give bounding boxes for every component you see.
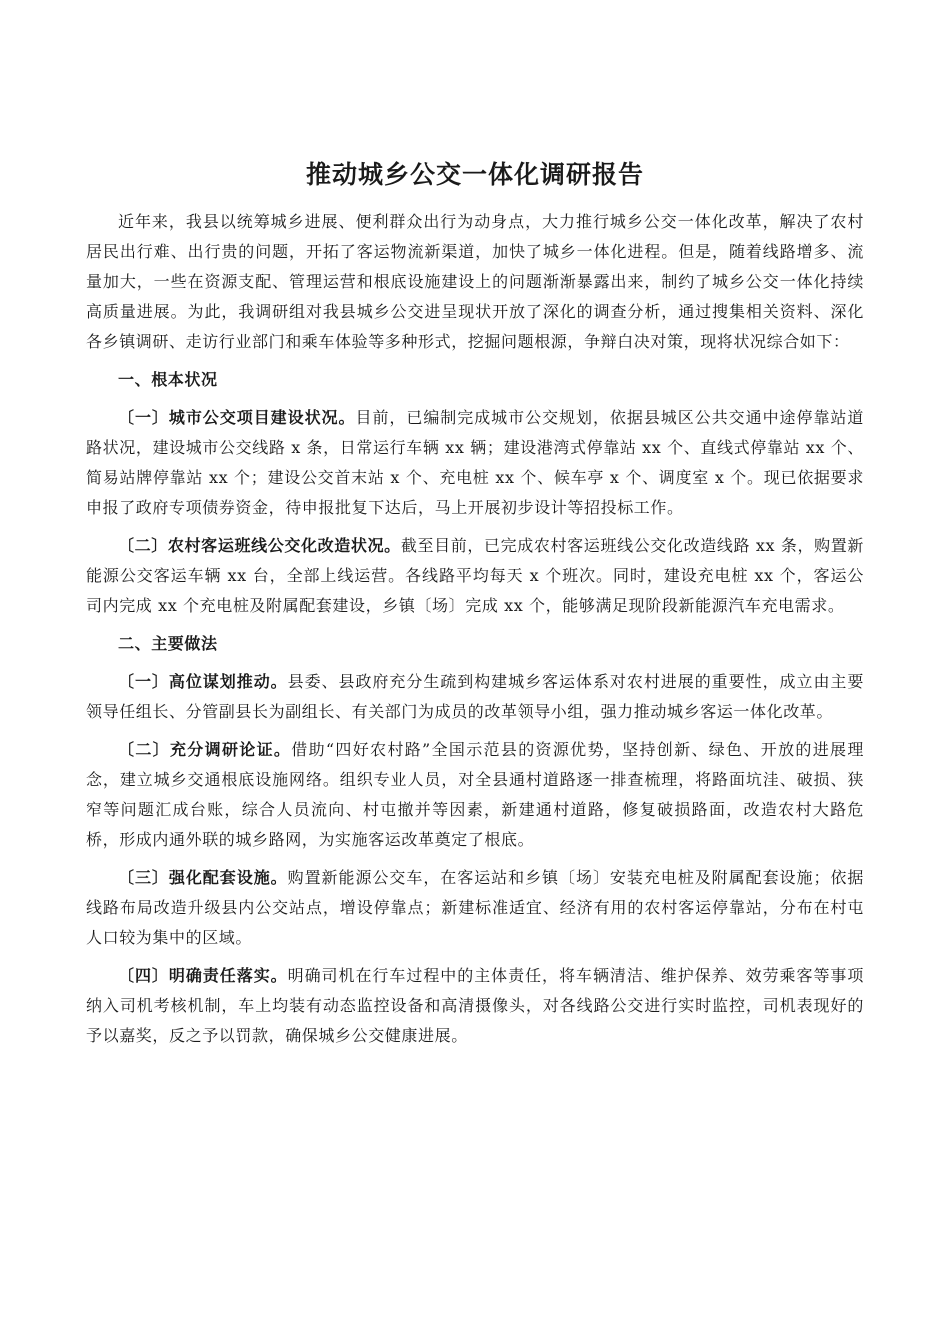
- section-heading-basic-status: 一、根本状况: [118, 370, 218, 389]
- paragraph-text: 明确司机在行车过程中的主体责任，将车辆清洁、维护保养、效劳乘客等事项纳入司机考核机制，车上均装有动态监控设备和高清摄像头，对各线路公交进行实时监控，司机表现好的予以嘉奖，反之予以罚款，确保城乡公交健康进展。: [86, 966, 864, 1045]
- paragraph-responsibility: [86, 961, 864, 1051]
- paragraph-text: 截至目前，已完成农村客运班线公交化改造线路 xx 条，购置新能源公交客运车辆 xx 台，全部上线运营。各线路平均每天 x 个班次。同时，建设充电桩 xx 个，客运公司内完成 xx 个充电桩及附属配套建设，乡镇〔场〕完成 xx 个，能够满足现阶段新能源汽车充电需求。: [86, 536, 864, 615]
- paragraph-lead: 〔四〕明确责任落实。: [118, 966, 288, 985]
- paragraph-text: 目前，已编制完成城市公交规划，依据县城区公共交通中途停靠站道路状况，建设城市公交线路 x 条，日常运行车辆 xx 辆；建设港湾式停靠站 xx 个、直线式停靠站 xx 个、简易站牌停靠站 xx 个；建设公交首末站 x 个、充电桩 xx 个、候车亭 x 个、调度室 x 个。现已依据要求申报了政府专项债券资金，待申报批复下达后，马上开展初步设计等招投标工作。: [86, 408, 864, 517]
- paragraph-rural-bus-conversion: [86, 531, 864, 621]
- paragraph-lead: 〔二〕充分调研论证。: [118, 740, 292, 759]
- paragraph-text: 借助“四好农村路”全国示范县的资源优势，坚持创新、绿色、开放的进展理念，建立城乡交通根底设施网络。组织专业人员，对全县通村道路逐一排查梳理，将路面坑洼、破损、狭窄等问题汇成台账，综合人员流向、村屯撤并等因素，新建通村道路，修复破损路面，改造农村大路危桥，形成内通外联的城乡路网，为实施客运改革奠定了根底。: [86, 740, 864, 849]
- document-body: [86, 207, 864, 1059]
- paragraph-lead: 〔三〕强化配套设施。: [118, 868, 288, 887]
- paragraph-research-demonstration: [86, 735, 864, 855]
- paragraph-lead: 〔二〕农村客运班线公交化改造状况。: [118, 536, 401, 555]
- paragraph-text: 县委、县政府充分生疏到构建城乡客运体系对农村进展的重要性，成立由主要领导任组长、分管副县长为副组长、有关部门为成员的改革领导小组，强力推动城乡客运一体化改革。: [86, 672, 864, 721]
- paragraph-high-level-planning: [86, 667, 864, 727]
- document-title: 推动城乡公交一体化调研报告: [305, 160, 644, 189]
- paragraph-text: 购置新能源公交车，在客运站和乡镇〔场〕安装充电桩及附属配套设施；依据线路布局改造升级县内公交站点，增设停靠点；新建标准适宜、经济有用的农村客运停靠站，分布在村屯人口较为集中的区域。: [86, 868, 864, 947]
- section-heading-main-practices: 二、主要做法: [118, 634, 218, 653]
- paragraph-city-bus-project: [86, 403, 864, 523]
- paragraph-supporting-facilities: [86, 863, 864, 953]
- intro-paragraph: 近年来，我县以统筹城乡进展、便利群众出行为动身点，大力推行城乡公交一体化改革，解决了农村居民出行难、出行贵的问题，开拓了客运物流新渠道，加快了城乡一体化进程。但是，随着线路增多、流量加大，一些在资源支配、管理运营和根底设施建设上的问题渐渐暴露出来，制约了城乡公交一体化持续高质量进展。为此，我调研组对我县城乡公交进呈现状开放了深化的调查分析，通过搜集相关资料、深化各乡镇调研、走访行业部门和乘车体验等多种形式，挖掘问题根源，争辩白决对策，现将状况综合如下：: [86, 212, 864, 351]
- paragraph-lead: 〔一〕高位谋划推动。: [118, 672, 288, 691]
- paragraph-lead: 〔一〕城市公交项目建设状况。: [118, 408, 356, 427]
